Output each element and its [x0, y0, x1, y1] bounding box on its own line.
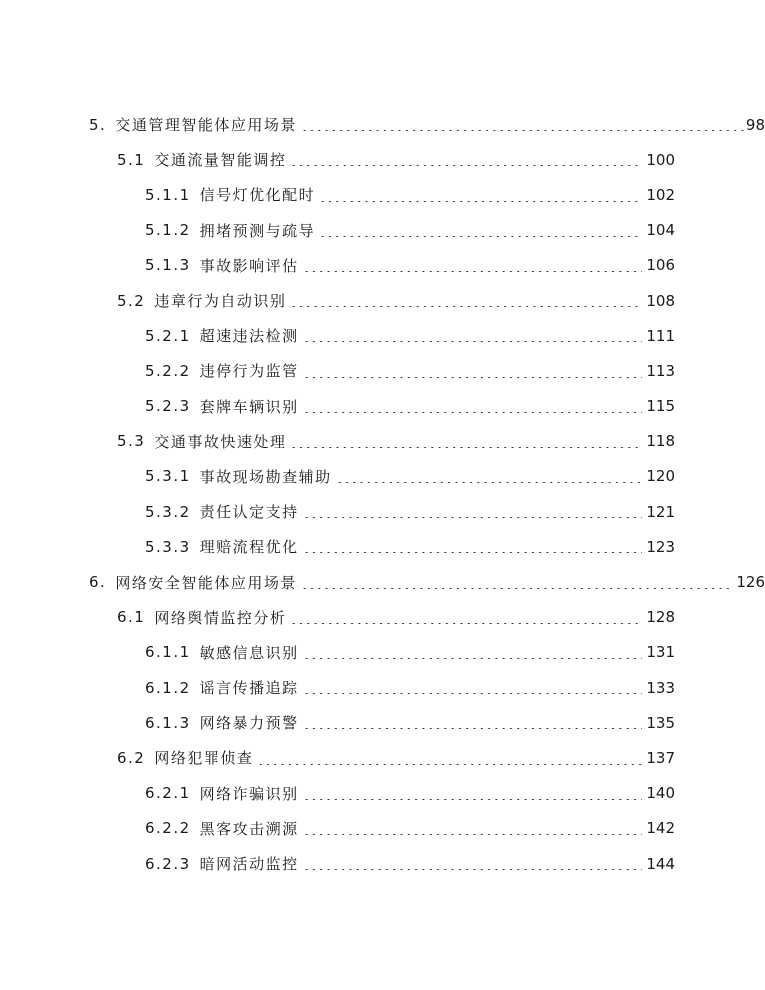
toc-entry[interactable] [0, 177, 675, 212]
dot-leader [303, 517, 643, 518]
table-of-contents [0, 107, 765, 881]
toc-entry[interactable] [0, 705, 675, 740]
toc-entry-number: 5.3.1 [145, 467, 191, 486]
dot-leader [303, 377, 643, 378]
toc-entry-title: 交通事故快速处理 [154, 432, 287, 451]
toc-entry[interactable] [0, 107, 765, 142]
toc-entry[interactable] [0, 740, 675, 775]
toc-entry-title: 事故影响评估 [199, 256, 299, 275]
toc-entry-title: 责任认定支持 [199, 503, 299, 522]
toc-entry-title: 网络安全智能体应用场景 [115, 573, 297, 592]
toc-entry-title: 违章行为自动识别 [154, 292, 287, 311]
toc-entry[interactable] [0, 248, 675, 283]
toc-entry-number: 5.2.1 [145, 326, 191, 345]
dot-leader [303, 658, 643, 659]
toc-entry[interactable] [0, 564, 765, 599]
toc-entry-number: 6.2.2 [145, 819, 191, 838]
toc-entry-page-number: 100 [646, 150, 675, 169]
toc-entry-page-number: 102 [646, 185, 675, 204]
toc-entry[interactable] [0, 529, 675, 564]
toc-entry-title: 谣言传播追踪 [199, 679, 299, 698]
toc-entry-title: 暗网活动监控 [199, 855, 299, 874]
dot-leader [303, 869, 643, 870]
toc-entry-title: 网络犯罪侦查 [154, 749, 254, 768]
toc-entry[interactable] [0, 424, 675, 459]
toc-entry[interactable] [0, 283, 675, 318]
toc-entry-number: 5.1 [117, 150, 146, 169]
dot-leader [303, 728, 643, 729]
toc-entry-title: 理赔流程优化 [199, 538, 299, 557]
toc-entry-number: 5.1.1 [145, 185, 191, 204]
toc-entry-page-number: 113 [646, 361, 675, 380]
toc-entry[interactable] [0, 811, 675, 846]
toc-entry-page-number: 108 [646, 291, 675, 310]
toc-entry-title: 网络舆情监控分析 [154, 608, 287, 627]
dot-leader [303, 552, 643, 553]
toc-entry-number: 5.2.2 [145, 361, 191, 380]
toc-entry-page-number: 120 [646, 467, 675, 486]
toc-entry-number: 5.2.3 [145, 397, 191, 416]
dot-leader [290, 447, 642, 448]
toc-entry-page-number: 131 [646, 643, 675, 662]
toc-entry[interactable] [0, 600, 675, 635]
toc-entry-page-number: 126 [736, 573, 765, 592]
dot-leader [303, 799, 643, 800]
toc-entry-number: 5.2 [117, 291, 146, 310]
toc-entry-title: 网络暴力预警 [199, 714, 299, 733]
dot-leader [319, 236, 642, 237]
dot-leader [303, 834, 643, 835]
dot-leader [290, 306, 642, 307]
toc-entry-number: 6.2.1 [145, 784, 191, 803]
dot-leader [257, 764, 642, 765]
toc-entry-number: 6. [89, 573, 107, 592]
dot-leader [303, 341, 643, 342]
toc-entry-page-number: 118 [646, 432, 675, 451]
toc-entry-title: 拥堵预测与疏导 [199, 221, 316, 240]
toc-entry-number: 6.1 [117, 608, 146, 627]
toc-entry[interactable] [0, 142, 675, 177]
toc-entry-number: 5.3.3 [145, 537, 191, 556]
toc-entry[interactable] [0, 353, 675, 388]
toc-entry[interactable] [0, 776, 675, 811]
toc-entry-number: 5. [89, 115, 107, 134]
dot-leader [303, 693, 643, 694]
dot-leader [301, 588, 735, 589]
toc-entry-title: 违停行为监管 [199, 362, 299, 381]
toc-entry-number: 5.1.2 [145, 221, 191, 240]
toc-entry-title: 信号灯优化配时 [199, 186, 316, 205]
toc-entry-number: 6.2 [117, 748, 146, 767]
toc-entry-title: 网络诈骗识别 [199, 784, 299, 803]
toc-entry-page-number: 104 [646, 221, 675, 240]
toc-entry-number: 6.1.1 [145, 643, 191, 662]
toc-entry-page-number: 133 [646, 678, 675, 697]
toc-entry-page-number: 144 [646, 854, 675, 873]
toc-entry-page-number: 140 [646, 784, 675, 803]
toc-entry-title: 敏感信息识别 [199, 643, 299, 662]
toc-entry[interactable] [0, 389, 675, 424]
toc-entry-page-number: 121 [646, 502, 675, 521]
dot-leader [290, 623, 642, 624]
toc-entry-title: 套牌车辆识别 [199, 397, 299, 416]
toc-entry-number: 6.2.3 [145, 854, 191, 873]
toc-entry-title: 事故现场勘查辅助 [199, 467, 332, 486]
toc-entry-number: 5.3.2 [145, 502, 191, 521]
toc-entry-title: 交通管理智能体应用场景 [115, 116, 297, 135]
toc-entry[interactable] [0, 670, 675, 705]
toc-entry[interactable] [0, 494, 675, 529]
dot-leader [336, 482, 643, 483]
dot-leader [290, 165, 642, 166]
toc-entry-page-number: 123 [646, 537, 675, 556]
toc-entry-number: 6.1.2 [145, 678, 191, 697]
toc-entry-number: 5.3 [117, 432, 146, 451]
toc-entry[interactable] [0, 459, 675, 494]
toc-entry-page-number: 128 [646, 608, 675, 627]
toc-entry-page-number: 111 [646, 326, 675, 345]
toc-entry-page-number: 115 [646, 397, 675, 416]
toc-entry[interactable] [0, 846, 675, 881]
dot-leader [303, 412, 643, 413]
toc-entry-page-number: 98 [745, 115, 765, 134]
dot-leader [301, 130, 744, 131]
toc-entry[interactable] [0, 635, 675, 670]
toc-entry-page-number: 106 [646, 256, 675, 275]
dot-leader [319, 201, 642, 202]
toc-entry[interactable] [0, 318, 675, 353]
toc-entry-number: 5.1.3 [145, 256, 191, 275]
toc-entry-page-number: 142 [646, 819, 675, 838]
toc-entry-title: 黑客攻击溯源 [199, 819, 299, 838]
toc-entry-page-number: 135 [646, 713, 675, 732]
toc-entry-title: 交通流量智能调控 [154, 151, 287, 170]
toc-entry-page-number: 137 [646, 748, 675, 767]
toc-entry-title: 超速违法检测 [199, 327, 299, 346]
toc-entry[interactable] [0, 213, 675, 248]
toc-entry-number: 6.1.3 [145, 713, 191, 732]
dot-leader [303, 271, 643, 272]
